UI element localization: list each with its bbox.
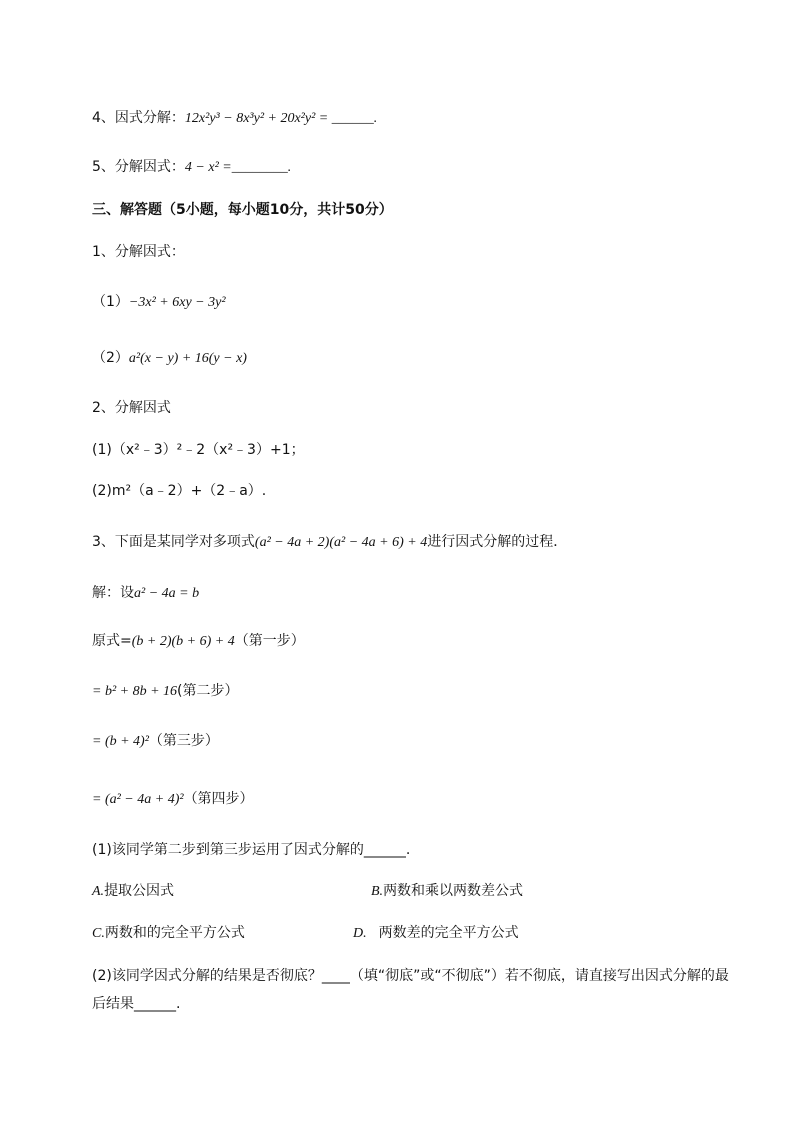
solution-step-1-expression: (b + 2)(b + 6) + 4 [131,634,235,649]
solution-label: 解：设 [92,585,134,601]
option-d-letter: D. [353,926,367,941]
problem-2-title: 2、分解因式 [92,400,171,416]
option-a [92,881,174,902]
option-b [371,881,523,902]
option-a-text: 提取公因式 [104,883,175,899]
solution-step-3 [92,731,219,752]
problem-3-subquestion-1: (1)该同学第二步到第三步运用了因式分解的______. [92,842,411,858]
option-c-letter: C. [92,926,105,941]
option-c-text: 两数和的完全平方公式 [104,925,245,941]
question-5-expression: 4 − x² =________. [184,160,292,175]
option-d-text: 两数差的完全平方公式 [378,925,519,941]
question-4-expression: 12x²y³ − 8x³y² + 20x²y² = ______. [184,111,378,126]
problem-1-part-1-label: （1） [92,294,129,310]
solution-step-2 [92,681,239,702]
solution-step-4 [92,789,254,810]
problem-2-part-2: (2)m²（a﹣2）+（2﹣a）. [92,483,267,499]
section-3-heading: 三、解答题（5小题，每小题10分，共计50分） [92,202,393,218]
solution-step-4-note: （第四步） [183,791,254,807]
solution-step-2-expression: = b² + 8b + 16 [92,684,178,699]
question-4 [92,108,377,129]
problem-2-part-1: (1)（x²﹣3）²﹣2（x²﹣3）+1； [92,442,305,458]
option-d [353,923,519,944]
option-b-letter: B. [371,884,384,899]
problem-3-intro-expression: (a² − 4a + 2)(a² − 4a + 6) + 4 [254,535,428,550]
problem-1-part-2-expression: a²(x − y) + 16(y − x) [128,351,247,366]
problem-3-intro-text-b: 进行因式分解的过程． [427,534,568,550]
solution-step-4-expression: = (a² − 4a + 4)² [92,792,184,807]
solution-substitution-expression: a² − 4a = b [134,586,200,601]
option-b-text: 两数和乘以两数差公式 [383,883,524,899]
problem-3-subquestion-2: (2)该同学因式分解的结果是否彻底？____（填“彻底”或“不彻底”）若不彻底，请直接写出因式分解的最后结果______. [92,968,729,1012]
option-c [92,923,245,944]
question-4-prefix: 4、因式分解： [92,110,185,126]
problem-1-part-2 [92,348,247,369]
problem-1-part-1 [92,292,226,313]
solution-step-2-note: (第二步） [177,683,239,699]
problem-3-intro [92,532,567,553]
question-5-prefix: 5、分解因式： [92,159,185,175]
solution-step-3-note: （第三步） [148,733,219,749]
option-a-letter: A. [92,884,105,899]
solution-step-1-label: 原式= [92,633,132,649]
problem-1-part-2-label: （2） [92,350,129,366]
question-5 [92,157,291,178]
problem-3-intro-text-a: 3、下面是某同学对多项式 [92,534,255,550]
problem-1-part-1-expression: −3x² + 6xy − 3y² [128,295,226,310]
solution-step-1 [92,631,305,652]
solution-step-3-expression: = (b + 4)² [92,734,149,749]
solution-step-1-note: （第一步） [234,633,305,649]
solution-substitution [92,583,199,604]
problem-1-title: 1、分解因式： [92,244,185,260]
